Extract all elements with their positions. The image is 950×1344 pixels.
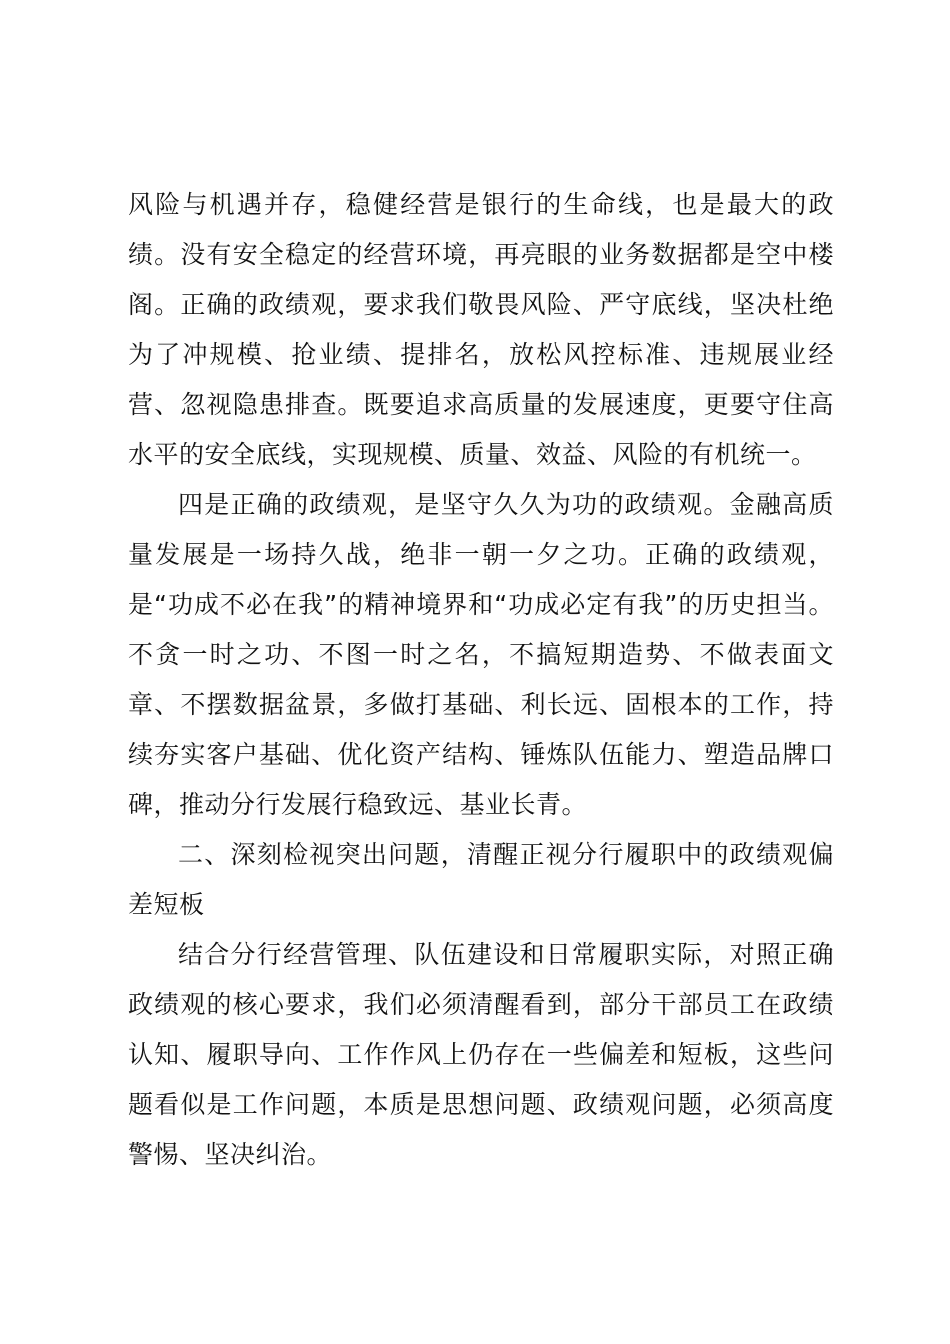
paragraph-risk-stability: 风险与机遇并存，稳健经营是银行的生命线，也是最大的政绩。没有安全稳定的经营环境，再亮眼的业务数据都是空中楼阁。正确的政绩观，要求我们敬畏风险、严守底线，坚决杜绝为了冲规模、抢业绩、提排名，放松风控标准、违规展业经营、忽视隐患排查。既要追求高质量的发展速度，更要守住高水平的安全底线，实现规模、质量、效益、风险的有机统一。: [128, 190, 834, 469]
section-heading-two: 二、深刻检视突出问题，清醒正视分行履职中的政绩观偏差短板: [128, 840, 834, 919]
paragraph-section-two-intro: 结合分行经营管理、队伍建设和日常履职实际，对照正确政绩观的核心要求，我们必须清醒看到，部分干部员工在政绩认知、履职导向、工作作风上仍存在一些偏差和短板，这些问题看似是工作问题，本质是思想问题、政绩观问题，必须高度警惕、坚决纠治。: [128, 940, 834, 1169]
paragraph-point-four: 四是正确的政绩观，是坚守久久为功的政绩观。金融高质量发展是一场持久战，绝非一朝一夕之功。正确的政绩观，是“功成不必在我”的精神境界和“功成必定有我”的历史担当。不贪一时之功、不图一时之名，不搞短期造势、不做表面文章、不摆数据盆景，多做打基础、利长远、固根本的工作，持续夯实客户基础、优化资产结构、锤炼队伍能力、塑造品牌口碑，推动分行发展行稳致远、基业长青。: [128, 490, 834, 819]
document-page: [128, 180, 834, 1180]
